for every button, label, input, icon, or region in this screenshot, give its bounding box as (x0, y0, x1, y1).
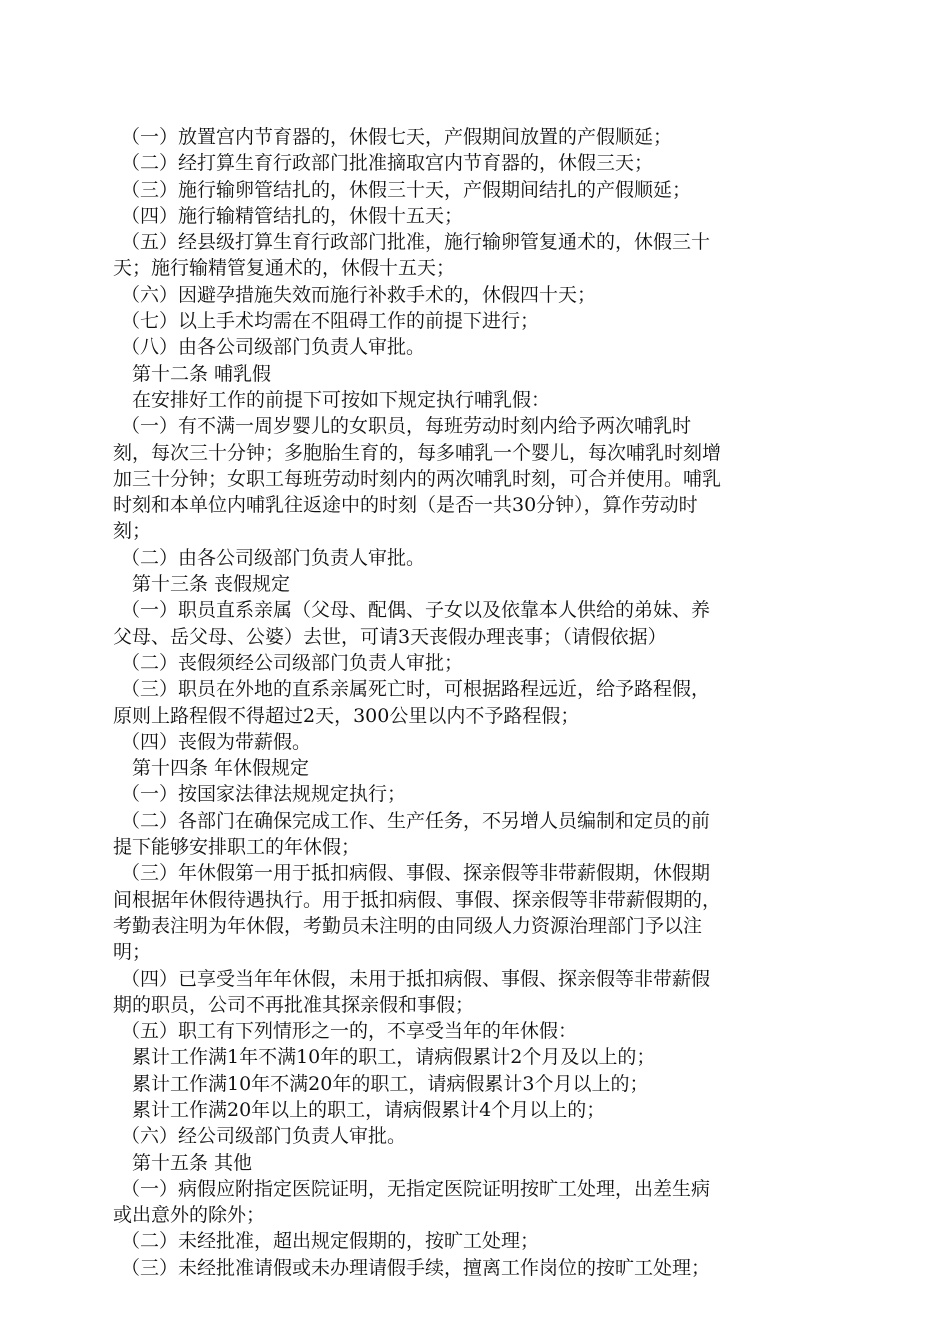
text-line: 累计工作满20年以上的职工，请病假累计4个月以上的； (132, 1098, 606, 1121)
text-line: （二）各部门在确保完成工作、生产任务，不另增人员编制和定员的前 (121, 809, 711, 832)
text-line: （五）职工有下列情形之一的，不享受当年的年休假： (121, 1020, 578, 1043)
text-line: （二）未经批准，超出规定假期的，按旷工处理； (121, 1230, 540, 1253)
text-line: 父母、岳父母、公婆）去世，可请3天丧假办理丧事；（请假依据） (113, 625, 667, 648)
text-line: 天；施行输精管复通术的，休假十五天； (113, 257, 456, 280)
text-line: 提下能够安排职工的年休假； (113, 836, 361, 859)
text-line: （六）经公司级部门负责人审批。 (121, 1125, 407, 1148)
text-line: （四）丧假为带薪假。 (121, 730, 312, 753)
text-line: 时刻和本单位内哺乳往返途中的时刻（是否一共30分钟），算作劳动时 (113, 494, 698, 517)
text-line: 期的职员，公司不再批准其探亲假和事假； (113, 993, 475, 1016)
text-line: 第十四条 年休假规定 (132, 757, 310, 780)
text-line: 累计工作满1年不满10年的职工，请病假累计2个月及以上的； (132, 1046, 656, 1069)
text-line: 或出意外的除外； (113, 1204, 266, 1227)
text-line: （七）以上手术均需在不阻碍工作的前提下进行； (121, 310, 540, 333)
text-line: 间根据年休假待遇执行。用于抵扣病假、事假、探亲假等非带薪假期的， (113, 888, 722, 911)
text-line: （二）由各公司级部门负责人审批。 (121, 546, 426, 569)
text-line: 累计工作满10年不满20年的职工，请病假累计3个月以上的； (132, 1072, 649, 1095)
text-line: 考勤表注明为年休假，考勤员未注明的由同级人力资源治理部门予以注 (113, 914, 703, 937)
text-line: （一）按国家法律法规规定执行； (121, 783, 407, 806)
text-line: 刻； (113, 520, 152, 543)
text-line: （三）年休假第一用于抵扣病假、事假、探亲假等非带薪假期，休假期 (121, 862, 711, 885)
text-line: （三）未经批准请假或未办理请假手续，擅离工作岗位的按旷工处理； (121, 1256, 711, 1279)
text-line: （三）施行输卵管结扎的，休假三十天，产假期间结扎的产假顺延； (121, 178, 692, 201)
text-line: （三）职员在外地的直系亲属死亡时，可根据路程远近，给予路程假， (121, 678, 711, 701)
text-line: 第十五条 其他 (132, 1151, 253, 1174)
document-body (113, 124, 827, 1281)
text-line: 加三十分钟；女职工每班劳动时刻内的两次哺乳时刻，可合并使用。哺乳 (113, 467, 722, 490)
text-line: （一）放置宫内节育器的，休假七天，产假期间放置的产假顺延； (121, 126, 673, 148)
text-line: （一）有不满一周岁婴儿的女职员，每班劳动时刻内给予两次哺乳时 (121, 415, 692, 438)
text-line: 在安排好工作的前提下可按如下规定执行哺乳假： (132, 388, 551, 411)
text-line: 原则上路程假不得超过2天，300公里以内不予路程假； (113, 704, 580, 727)
text-line: （一）职员直系亲属（父母、配偶、子女以及依靠本人供给的弟妹、养 (121, 599, 711, 622)
text-line: （四）施行输精管结扎的，休假十五天； (121, 204, 464, 227)
text-line: 刻，每次三十分钟；多胞胎生育的，每多哺乳一个婴儿，每次哺乳时刻增 (113, 441, 722, 464)
text-line: （五）经县级打算生育行政部门批准，施行输卵管复通术的，休假三十 (121, 231, 711, 254)
text-line: （一）病假应附指定医院证明，无指定医院证明按旷工处理，出差生病 (121, 1177, 711, 1200)
text-line: （八）由各公司级部门负责人审批。 (121, 336, 426, 359)
text-line: （二）经打算生育行政部门批准摘取宫内节育器的，休假三天； (121, 152, 654, 175)
text-line: 第十二条 哺乳假 (132, 362, 272, 385)
text-line: 明； (113, 941, 152, 964)
text-line: （二）丧假须经公司级部门负责人审批； (121, 651, 464, 674)
text-line: （六）因避孕措施失效而施行补救手术的，休假四十天； (121, 283, 597, 306)
text-line: （四）已享受当年年休假，未用于抵扣病假、事假、探亲假等非带薪假 (121, 967, 711, 990)
text-line: 第十三条 丧假规定 (132, 573, 291, 596)
